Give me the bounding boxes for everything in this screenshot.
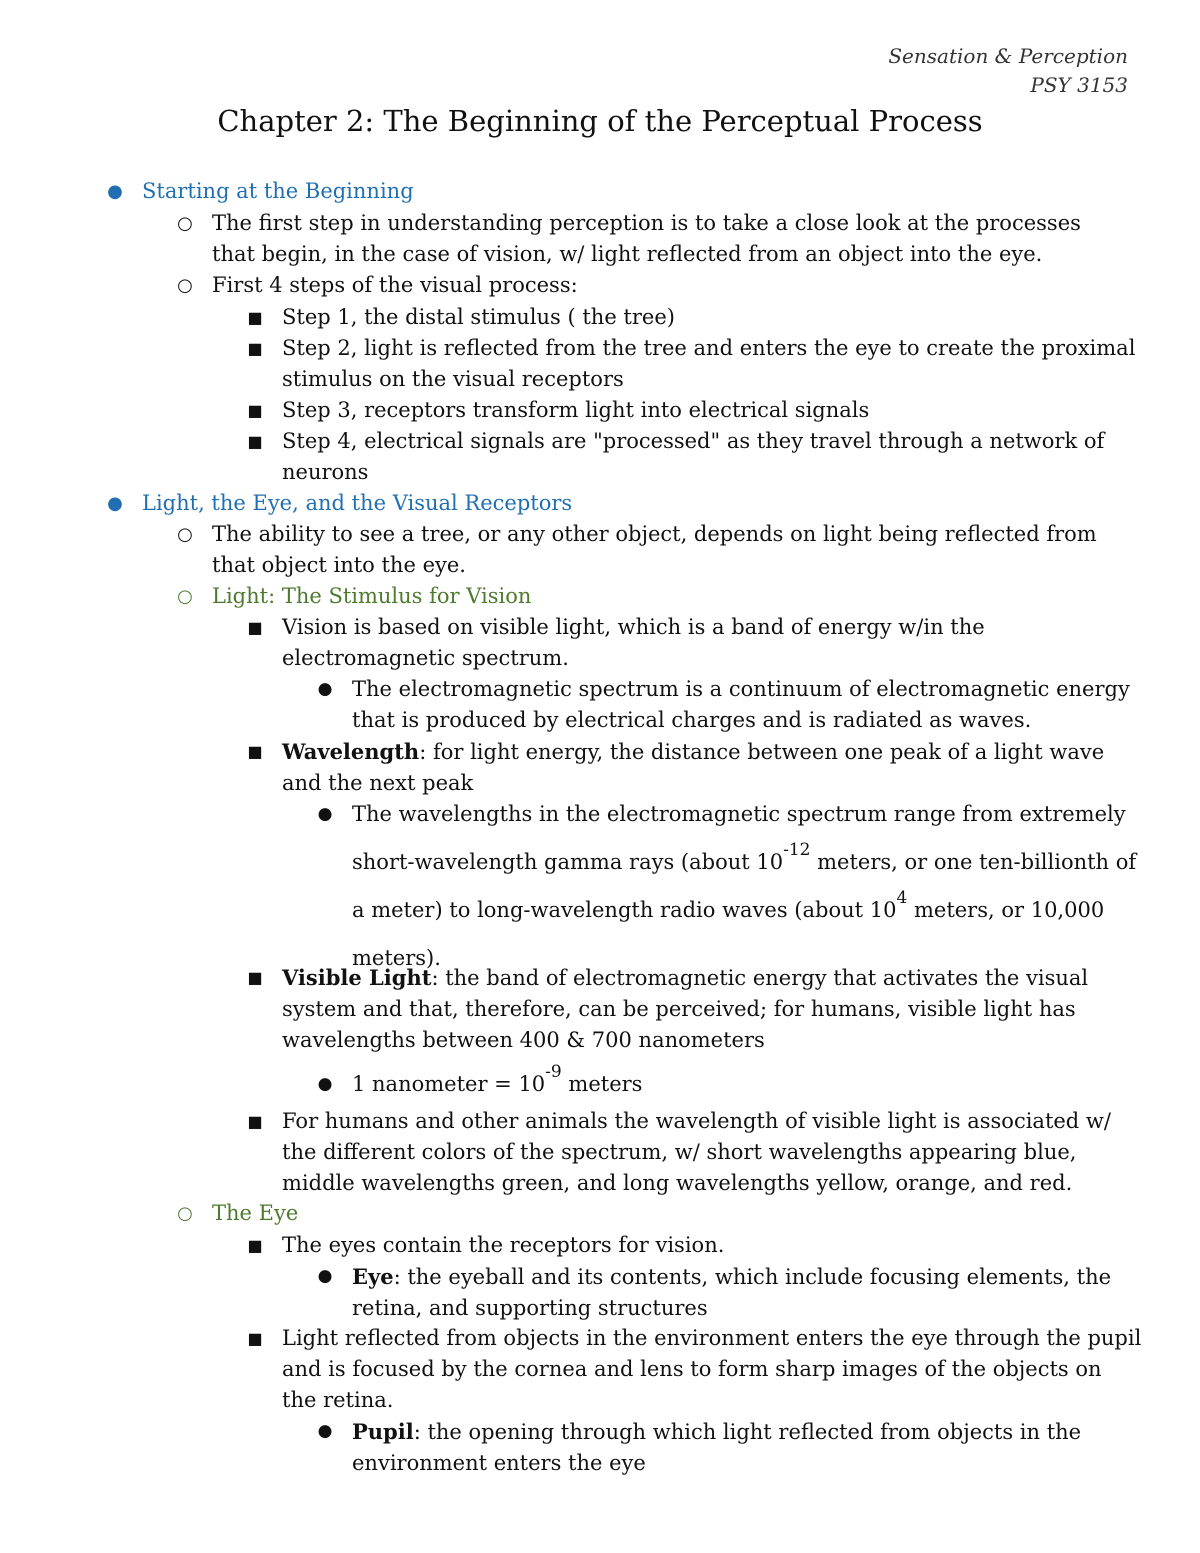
bullet-icon: ● [107,181,123,202]
list-item: ■ Light reflected from objects in the environment enters the eye through the pupil and is focused by the cornea and lens to form sharp images of the objects on the retina. [282,1323,1142,1416]
square-bullet-icon: ■ [247,1329,263,1348]
square-bullet-icon: ■ [247,1236,263,1255]
square-bullet-icon: ■ [247,742,263,761]
term-eye: Eye [352,1264,394,1289]
bullet-icon: ● [107,493,123,514]
circle-bullet-icon: ○ [177,275,193,296]
bullet-icon: ● [317,1266,333,1286]
circle-bullet-icon: ○ [177,1203,193,1224]
list-item: ■ For humans and other animals the wavelength of visible light is associated w/ the different colors of the spectrum, w/ short wavelengths appearing blue, middle wavelengths green, and long wavelengths yellow, orange, and red. [282,1106,1142,1199]
subheading-eye: ○ The Eye [212,1198,1122,1229]
list-item: ● The wavelengths in the electromagnetic spectrum range from extremely short-wavelength gamma rays (about $10^{-12}$ meters, or one ten-billionth of a meter) to long-wavelength radio waves (about $10^4$ meters, or 10,000 meters). [352,790,1142,982]
term-wavelength: Wavelength [282,739,420,764]
list-item: ● Pupil: the opening through which light reflected from objects in the environment enters the eye [352,1416,1142,1479]
list-item: ● 1 nanometer = $10^{-9}$ meters [352,1069,1142,1100]
list-item: ● The electromagnetic spectrum is a continuum of electromagnetic energy that is produced by electrical charges and is radiated as waves. [352,674,1142,736]
bullet-icon: ● [317,1074,333,1094]
subheading-light: ○ Light: The Stimulus for Vision [212,581,1122,612]
circle-bullet-icon: ○ [177,586,193,607]
square-bullet-icon: ■ [247,432,263,451]
course-name: Sensation & Perception [888,44,1128,68]
list-item: ○ First 4 steps of the visual process: [212,270,1122,301]
list-item: ■ Wavelength: for light energy, the distance between one peak of a light wave and the next peak [282,736,1142,799]
heading-light-eye: ● Light, the Eye, and the Visual Receptors [142,488,1122,519]
square-bullet-icon: ■ [247,339,263,358]
page-title: Chapter 2: The Beginning of the Perceptual Process [217,104,983,138]
term-visible-light: Visible Light [282,965,432,990]
list-item: ■ Step 1, the distal stimulus ( the tree) [282,302,1142,333]
term-pupil: Pupil [352,1419,414,1444]
list-item: ■ Step 3, receptors transform light into electrical signals [282,395,1142,426]
list-item: ■ Visible Light: the band of electromagnetic energy that activates the visual system and that, therefore, can be perceived; for humans, visible light has wavelengths between 400 & 700 nanometers [282,962,1142,1056]
square-bullet-icon: ■ [247,1112,263,1131]
list-item: ○ The first step in understanding perception is to take a close look at the processes that begin, in the case of vision, w/ light reflected from an object into the eye. [212,208,1122,270]
circle-bullet-icon: ○ [177,524,193,545]
bullet-icon: ● [317,804,333,824]
square-bullet-icon: ■ [247,308,263,327]
square-bullet-icon: ■ [247,618,263,637]
page-header [888,42,1128,100]
list-item: ■ The eyes contain the receptors for vision. [282,1230,1142,1261]
course-code: PSY 3153 [1030,73,1128,97]
square-bullet-icon: ■ [247,401,263,420]
bullet-icon: ● [317,1421,333,1441]
list-item: ■ Vision is based on visible light, which is a band of energy w/in the electromagnetic spectrum. [282,612,1142,674]
list-item: ● Eye: the eyeball and its contents, which include focusing elements, the retina, and supporting structures [352,1261,1142,1324]
square-bullet-icon: ■ [247,968,263,987]
bullet-icon: ● [317,679,333,699]
heading-starting: ● Starting at the Beginning [142,176,1122,207]
list-item: ■ Step 4, electrical signals are "processed" as they travel through a network of neurons [282,426,1142,488]
list-item: ○ The ability to see a tree, or any other object, depends on light being reflected from that object into the eye. [212,519,1122,581]
circle-bullet-icon: ○ [177,213,193,234]
list-item: ■ Step 2, light is reflected from the tree and enters the eye to create the proximal stimulus on the visual receptors [282,333,1142,395]
